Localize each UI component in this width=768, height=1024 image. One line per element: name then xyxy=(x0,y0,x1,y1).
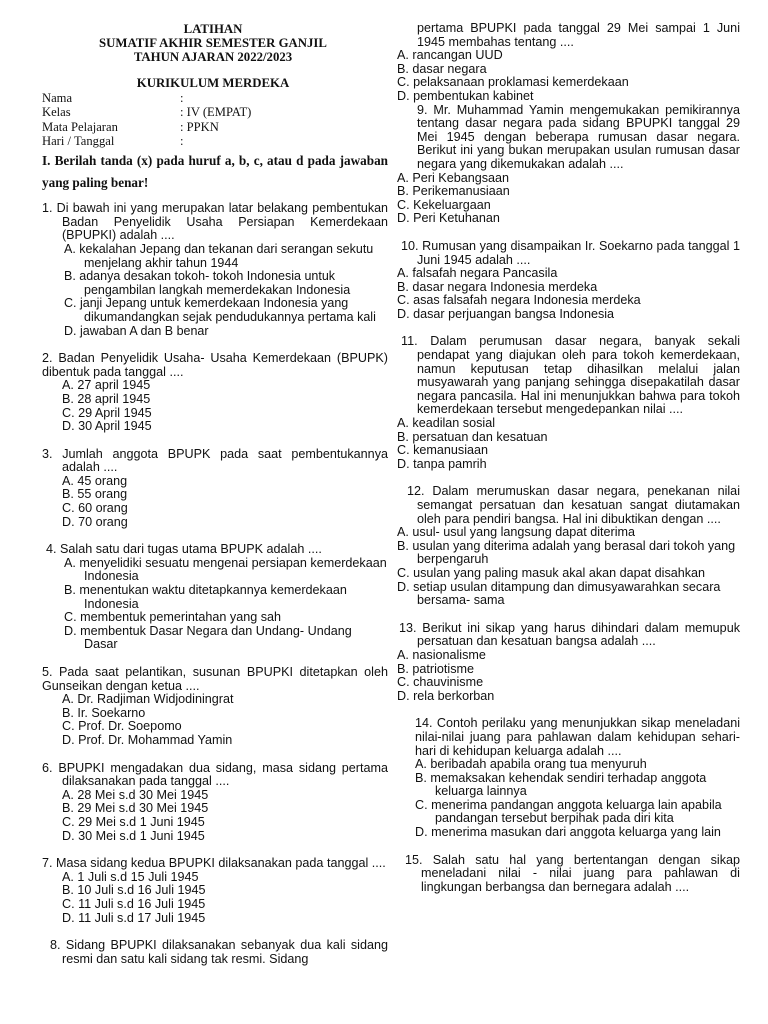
question-2-option-a[interactable]: A. 27 april 1945 xyxy=(62,378,151,393)
question-6-option-d[interactable]: D. 30 Mei s.d 1 Juni 1945 xyxy=(62,828,205,843)
identity-label-mapel: Mata Pelajaran xyxy=(42,119,118,134)
question-5 xyxy=(38,666,388,748)
question-5-option-a[interactable]: A. Dr. Radjiman Widjodiningrat xyxy=(62,692,234,707)
header-exam-title: SUMATIF AKHIR SEMESTER GANJIL xyxy=(99,36,327,50)
question-14-option-d[interactable]: D. menerima masukan dari anggota keluarga yang lain xyxy=(415,825,721,840)
question-11-option-d[interactable]: D. tanpa pamrih xyxy=(397,456,487,471)
question-4-option-c[interactable]: C. membentuk pemerintahan yang sah xyxy=(64,610,282,625)
question-3-option-c[interactable]: C. 60 orang xyxy=(62,501,128,516)
question-7-option-a[interactable]: A. 1 Juli s.d 15 Juli 1945 xyxy=(62,869,199,884)
question-2 xyxy=(38,352,388,434)
identity-label-hari: Hari / Tanggal xyxy=(42,133,115,148)
question-13 xyxy=(397,622,740,704)
question-2-option-b[interactable]: B. 28 april 1945 xyxy=(62,391,151,406)
question-6-option-b[interactable]: B. 29 Mei s.d 30 Mei 1945 xyxy=(62,801,209,816)
question-12 xyxy=(397,485,740,607)
question-3 xyxy=(38,448,388,530)
identity-label-nama: Nama xyxy=(42,91,73,105)
instruction: I. Berilah tanda (x) pada huruf a, b, c, atau d pada jawaban yang paling benar! xyxy=(42,153,388,191)
question-10 xyxy=(397,240,740,322)
question-2-option-c[interactable]: C. 29 April 1945 xyxy=(62,405,152,420)
question-9 xyxy=(397,104,740,226)
identity-value-hari: : xyxy=(180,133,184,148)
question-5-option-b[interactable]: B. Ir. Soekarno xyxy=(62,705,146,720)
question-14-option-b[interactable]: B. memaksakan kehendak sendiri terhadap anggota keluarga lainnya xyxy=(415,770,707,799)
question-3-option-d[interactable]: D. 70 orang xyxy=(62,514,128,529)
question-2-option-d[interactable]: D. 30 April 1945 xyxy=(62,419,152,434)
question-4-option-d[interactable]: D. membentuk Dasar Negara dan Undang- Undang Dasar xyxy=(64,623,352,652)
left-column xyxy=(38,0,388,966)
question-14-text: 14. Contoh perilaku yang menunjukkan sikap meneladani nilai-nilai juang para pahlawan dalam kehidupan sehari-hari di kehidupan keluarga adalah .... xyxy=(415,716,740,758)
question-7-option-c[interactable]: C. 11 Juli s.d 16 Juli 1945 xyxy=(62,896,206,911)
question-13-option-c[interactable]: C. chauvinisme xyxy=(397,675,484,690)
question-11-option-c[interactable]: C. kemanusiaan xyxy=(397,443,489,458)
question-11-text: 11. Dalam perumusan dasar negara, banyak sekali pendapat yang diajukan oleh para tokoh kemerdekaan, namun keputusan tetap dihasilkan melalui jalan musyawarah yang panjang sehingga disepakatilah dasar negara pancasila. Hal ini menunjukkan bahwa para tokoh kemerdekaan tersebut mengedepankan nilai .... xyxy=(401,334,740,417)
question-6-text: 6. BPUPKI mengadakan dua sidang, masa sidang pertama dilaksanakan pada tanggal .... xyxy=(42,760,388,789)
question-5-text: 5. Pada saat pelantikan, susunan BPUPKI ditetapkan oleh Gunseikan dengan ketua .... xyxy=(42,665,388,693)
question-8-option-a[interactable]: A. rancangan UUD xyxy=(397,48,503,63)
question-4-option-b[interactable]: B. menentukan waktu ditetapkannya kemerdekaan Indonesia xyxy=(64,583,347,611)
question-7-text: 7. Masa sidang kedua BPUPKI dilaksanakan pada tanggal .... xyxy=(42,856,386,871)
question-13-text: 13. Berikut ini sikap yang harus dihindari dalam memupuk persatuan dan kesatuan bangsa adalah .... xyxy=(399,620,740,649)
question-9-option-c[interactable]: C. Kekeluargaan xyxy=(397,197,491,212)
question-13-option-a[interactable]: A. nasionalisme xyxy=(397,647,486,662)
question-11 xyxy=(397,335,740,471)
identity-value-nama: : xyxy=(180,91,184,105)
question-6-option-a[interactable]: A. 28 Mei s.d 30 Mei 1945 xyxy=(62,787,209,802)
question-12-text: 12. Dalam merumuskan dasar negara, penekanan nilai semangat persatuan dan kesatuan sangat diutamakan oleh para pendiri bangsa. Hal ini dibuktikan dengan .... xyxy=(407,484,740,526)
header-latihan: LATIHAN xyxy=(183,22,243,36)
header-curriculum: KURIKULUM MERDEKA xyxy=(136,76,290,90)
question-6-option-c[interactable]: C. 29 Mei s.d 1 Juni 1945 xyxy=(62,814,205,829)
question-1-option-a[interactable]: A. kekalahan Jepang dan tekanan dari serangan sekutu menjelang akhir tahun 1944 xyxy=(64,241,374,270)
question-12-option-b[interactable]: B. usulan yang diterima adalah yang berasal dari tokoh yang berpengaruh xyxy=(397,538,736,567)
question-11-option-b[interactable]: B. persatuan dan kesatuan xyxy=(397,429,548,444)
question-12-option-c[interactable]: C. usulan yang paling masuk akal akan dapat disahkan xyxy=(397,565,706,580)
question-15-text: 15. Salah satu hal yang bertentangan dengan sikap meneladani nilai - nilai juang para pahlawan di lingkungan berbangsa dan bernegara adalah .... xyxy=(405,852,740,894)
question-8-option-b[interactable]: B. dasar negara xyxy=(397,61,487,76)
question-15 xyxy=(397,854,740,895)
question-10-option-c[interactable]: C. asas falsafah negara Indonesia merdeka xyxy=(397,293,641,308)
question-12-option-d[interactable]: D. setiap usulan ditampung dan dimusyawarahkan secara bersama- sama xyxy=(397,579,721,608)
question-5-option-d[interactable]: D. Prof. Dr. Mohammad Yamin xyxy=(62,732,233,747)
question-1-option-b[interactable]: B. adanya desakan tokoh- tokoh Indonesia untuk pengambilan langkah memerdekakan Indonesia xyxy=(64,269,351,297)
question-5-option-c[interactable]: C. Prof. Dr. Soepomo xyxy=(62,719,182,734)
question-4-option-a[interactable]: A. menyelidiki sesuatu mengenai persiapan kemerdekaan Indonesia xyxy=(64,555,387,584)
question-1-option-d[interactable]: D. jawaban A dan B benar xyxy=(64,323,209,338)
question-9-text: 9. Mr. Muhammad Yamin mengemukakan pemikirannya tentang dasar negara pada sidang BPUPKI tanggal 29 Mei 1945 dengan beberapa rumusan dasar negara. Berikut ini yang bukan merupakan usulan rumusan dasar negara yang dikemukakan adalah .... xyxy=(417,102,740,171)
question-14-option-a[interactable]: A. beribadah apabila orang tua menyuruh xyxy=(415,757,647,772)
question-14-option-c[interactable]: C. menerima pandangan anggota keluarga lain apabila pandangan tersebut berpihak pada diri kita xyxy=(415,797,722,826)
question-2-text: 2. Badan Penyelidik Usaha- Usaha Kemerdekaan (BPUPK) dibentuk pada tanggal .... xyxy=(42,351,388,379)
question-4 xyxy=(38,543,388,652)
question-10-option-a[interactable]: A. falsafah negara Pancasila xyxy=(397,266,558,281)
question-7-option-d[interactable]: D. 11 Juli s.d 17 Juli 1945 xyxy=(62,910,206,925)
question-4-text: 4. Salah satu dari tugas utama BPUPK adalah .... xyxy=(46,542,322,557)
identity-value-kelas: : IV (EMPAT) xyxy=(180,105,252,120)
header-school-year: TAHUN AJARAN 2022/2023 xyxy=(133,50,293,64)
question-8-option-c[interactable]: C. pelaksanaan proklamasi kemerdekaan xyxy=(397,75,629,90)
question-9-option-d[interactable]: D. Peri Ketuhanan xyxy=(397,211,500,226)
question-6 xyxy=(38,762,388,844)
identity-label-kelas: Kelas xyxy=(42,105,71,120)
question-3-option-b[interactable]: B. 55 orang xyxy=(62,487,128,502)
question-3-option-a[interactable]: A. 45 orang xyxy=(62,473,128,488)
question-3-text: 3. Jumlah anggota BPUPK pada saat pembentukannya adalah .... xyxy=(42,446,388,475)
question-13-option-d[interactable]: D. rela berkorban xyxy=(397,688,495,703)
question-1-text: 1. Di bawah ini yang merupakan latar belakang pembentukan Badan Penyelidik Usaha Persiapan Kemerdekaan (BPUPKI) adalah .... xyxy=(42,201,388,243)
question-10-option-b[interactable]: B. dasar negara Indonesia merdeka xyxy=(397,279,598,294)
question-13-option-b[interactable]: B. patriotisme xyxy=(397,661,474,676)
identity-block xyxy=(38,92,388,149)
question-8-text-part2: pertama BPUPKI pada tanggal 29 Mei sampai 1 Juni 1945 membahas tentang .... xyxy=(417,21,740,49)
right-column xyxy=(397,0,740,894)
question-8-text-part1: 8. Sidang BPUPKI dilaksanakan sebanyak dua kali sidang resmi dan satu kali sidang tak resmi. Sidang xyxy=(50,938,388,966)
question-11-option-a[interactable]: A. keadilan sosial xyxy=(397,416,496,431)
question-8 xyxy=(397,22,740,104)
question-14 xyxy=(397,717,740,839)
question-12-option-a[interactable]: A. usul- usul yang langsung dapat diterima xyxy=(397,525,636,540)
question-8-option-d[interactable]: D. pembentukan kabinet xyxy=(397,88,534,103)
question-1-option-c[interactable]: C. janji Jepang untuk kemerdekaan Indonesia yang dikumandangkan sejak pendudukannya pertama kali xyxy=(64,296,376,324)
question-1 xyxy=(38,202,388,338)
question-10-text: 10. Rumusan yang disampaikan Ir. Soekarno pada tanggal 1 Juni 1945 adalah .... xyxy=(401,238,740,267)
question-7-option-b[interactable]: B. 10 Juli s.d 16 Juli 1945 xyxy=(62,883,206,898)
question-10-option-d[interactable]: D. dasar perjuangan bangsa Indonesia xyxy=(397,306,615,321)
question-9-option-a[interactable]: A. Peri Kebangsaan xyxy=(397,170,510,185)
question-9-option-b[interactable]: B. Perikemanusiaan xyxy=(397,184,510,199)
identity-value-mapel: : PPKN xyxy=(180,119,219,134)
question-7 xyxy=(38,857,388,925)
